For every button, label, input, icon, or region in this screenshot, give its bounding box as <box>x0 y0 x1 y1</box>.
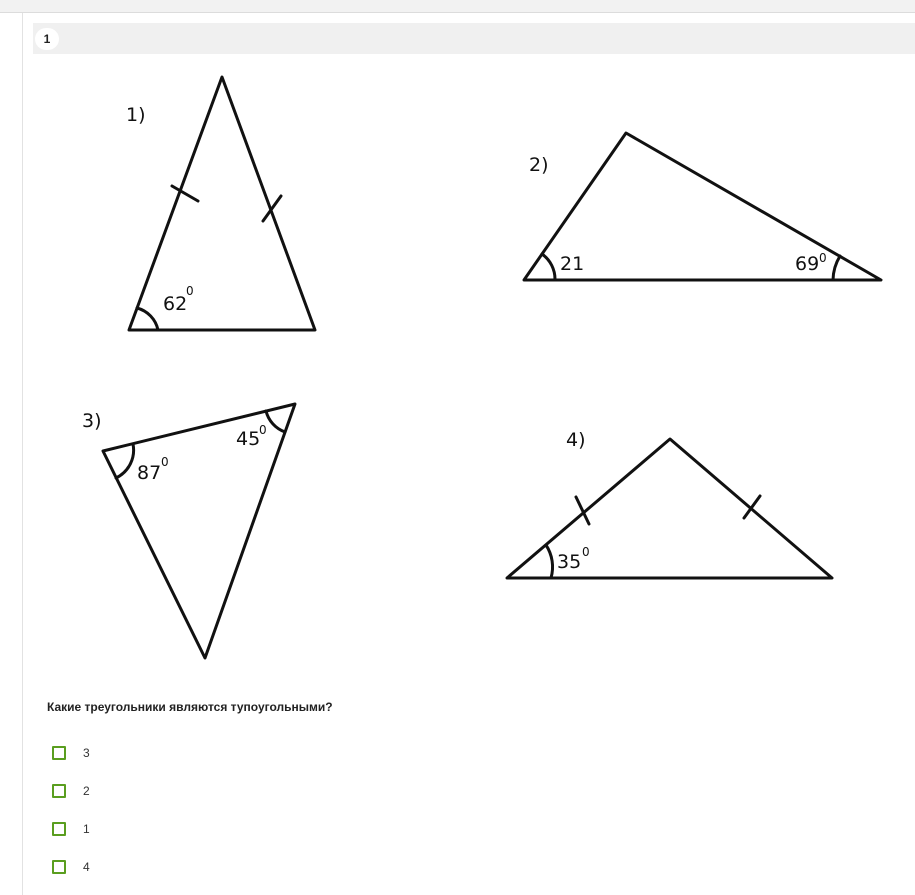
option-label: 2 <box>83 784 90 798</box>
triangle-1-angle-sup: 0 <box>186 284 194 298</box>
triangle-2-angle-left-arc <box>542 254 555 280</box>
triangle-3-angle-left: 87 <box>137 462 162 484</box>
triangle-3 <box>103 404 295 658</box>
triangle-2-angle-left: 21 <box>560 253 585 275</box>
triangle-3-angle-right-sup: 0 <box>259 423 267 437</box>
question-text: Какие треугольники являются тупоугольными? <box>47 700 333 714</box>
option-label: 4 <box>83 860 90 874</box>
triangle-3-angle-right-arc <box>266 411 285 432</box>
triangle-4 <box>507 439 832 578</box>
triangle-4-angle: 35 <box>557 551 582 573</box>
triangle-3-angle-left-arc <box>116 444 134 478</box>
triangle-1-angle: 62 <box>163 293 188 315</box>
triangle-2-angle-right: 69 <box>795 253 820 275</box>
triangle-2-angle-right-sup: 0 <box>819 251 827 265</box>
checkbox[interactable] <box>52 746 66 760</box>
checkbox[interactable] <box>52 860 66 874</box>
triangle-4-label: 4) <box>566 429 586 451</box>
triangle-3-angle-right: 45 <box>236 428 261 450</box>
answer-option-4[interactable] <box>52 858 352 876</box>
triangle-3-angle-left-sup: 0 <box>161 455 169 469</box>
option-label: 3 <box>83 746 90 760</box>
question-number-badge: 1 <box>35 28 59 50</box>
answer-option-3[interactable] <box>52 744 352 762</box>
checkbox[interactable] <box>52 784 66 798</box>
triangle-4-angle-sup: 0 <box>582 545 590 559</box>
triangle-1-label: 1) <box>126 104 146 126</box>
triangle-1-angle-arc <box>137 308 158 330</box>
answer-option-2[interactable] <box>52 782 352 800</box>
triangle-2-label: 2) <box>529 154 549 176</box>
triangle-1 <box>129 77 315 330</box>
triangle-3-label: 3) <box>82 410 102 432</box>
triangle-2-angle-right-arc <box>833 256 840 280</box>
triangle-4-angle-arc <box>546 545 553 578</box>
checkbox[interactable] <box>52 822 66 836</box>
option-label: 1 <box>83 822 90 836</box>
answer-option-1[interactable] <box>52 820 352 838</box>
